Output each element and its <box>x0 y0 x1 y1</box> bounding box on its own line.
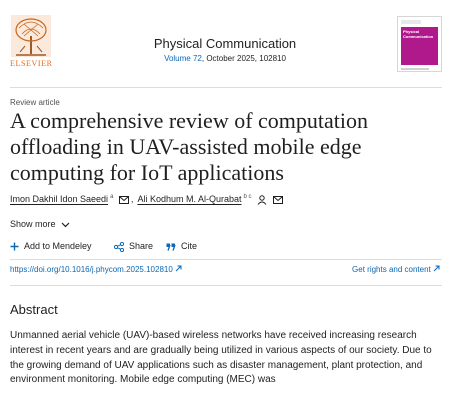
affiliation-marker[interactable]: b c <box>243 194 252 200</box>
envelope-icon[interactable] <box>273 196 283 204</box>
cover-top-strip <box>401 20 421 24</box>
doi-link[interactable] <box>10 265 182 274</box>
elsevier-wordmark: ELSEVIER <box>10 59 53 68</box>
journal-header <box>0 0 450 88</box>
author-separator: , <box>130 194 134 204</box>
share-label: Share <box>129 241 154 251</box>
elsevier-logo[interactable] <box>10 14 52 70</box>
journal-cover-thumbnail[interactable] <box>397 16 442 72</box>
mendeley-label: Add to Mendeley <box>24 241 92 251</box>
cover-band <box>401 27 438 65</box>
volume-link[interactable]: Volume 72 <box>164 54 202 63</box>
issue-details: , October 2025, 102810 <box>201 54 286 63</box>
person-icon[interactable] <box>257 195 267 205</box>
envelope-icon[interactable] <box>119 196 129 204</box>
show-more-label: Show more <box>10 219 56 229</box>
add-to-mendeley-button[interactable] <box>10 241 92 251</box>
cover-bottom-bar <box>401 68 429 70</box>
author-list <box>10 194 442 208</box>
elsevier-tree-icon <box>10 14 52 58</box>
affiliation-marker[interactable]: a <box>110 194 114 200</box>
article-title: A comprehensive review of computation offloading in UAV-assisted mobile edge computing for IoT applications <box>10 108 369 185</box>
author-link[interactable]: Imon Dakhil Idon Saeedi <box>10 194 109 204</box>
external-link-icon <box>175 265 182 272</box>
quote-icon <box>166 243 176 251</box>
author-link[interactable]: Ali Kodhum M. Al-Qurabat <box>137 194 242 204</box>
rights-link[interactable] <box>352 265 440 274</box>
actions-divider <box>10 259 442 260</box>
journal-name-link[interactable]: Physical Communication <box>153 36 297 51</box>
chevron-down-icon <box>61 222 70 228</box>
share-icon <box>114 242 124 252</box>
cite-button[interactable] <box>166 241 197 251</box>
abstract-text: Unmanned aerial vehicle (UAV)-based wireless networks have received increasing research interest in recent years and are gradually being utilized in various aspects of our society. Due to the growing demand of UAV applications such as disaster management, plant protection, and environment monitoring. Mobile edge computing (MEC) was <box>10 330 432 386</box>
cover-title: Physical Communication <box>403 29 434 39</box>
doi-text: https://doi.org/10.1016/j.phycom.2025.102810 <box>10 265 173 274</box>
links-divider <box>10 285 442 286</box>
article-type: Review article <box>10 98 60 107</box>
header-divider <box>10 87 442 88</box>
plus-icon <box>10 242 19 251</box>
external-link-icon <box>433 265 440 272</box>
share-button[interactable] <box>114 241 153 252</box>
cite-label: Cite <box>181 241 198 251</box>
rights-text: Get rights and content <box>352 265 431 274</box>
issue-info <box>60 54 390 63</box>
show-more-button[interactable] <box>10 219 70 229</box>
abstract-heading: Abstract <box>10 302 58 317</box>
